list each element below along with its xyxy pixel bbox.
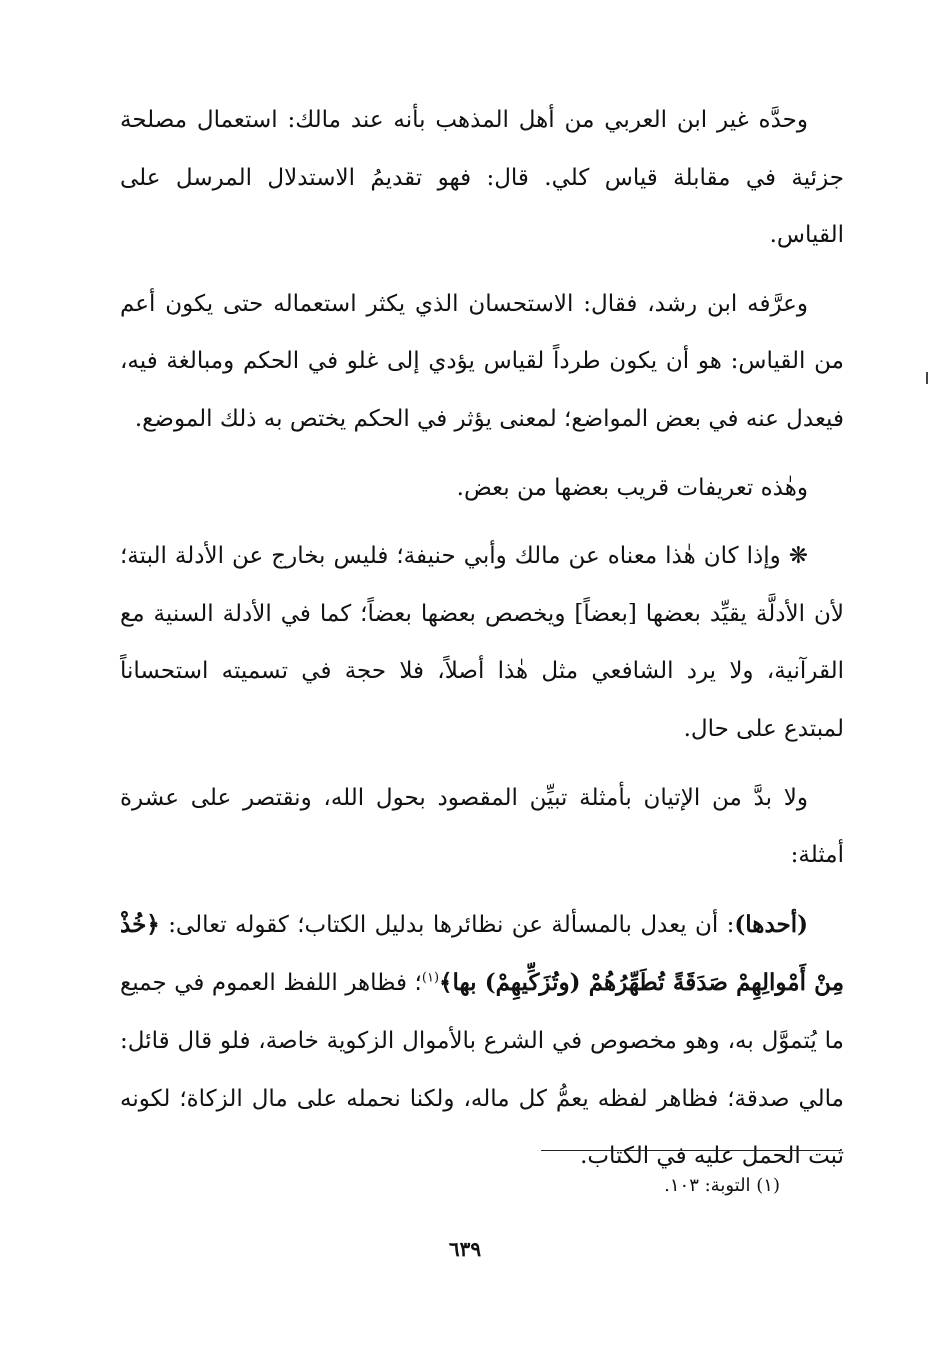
example-rest: ؛ فظاهر اللفظ العموم في جميع ما يُتموَّل به، وهو مخصوص في الشرع بالأموال الزكوية خاصة، فلو قال قائل: مالي صدقة؛ فظاهر لفظه يعمُّ كل ماله، ولكنا نحمله على مال الزكاة؛ لكونه ثبت الحمل عليه في الكتاب. bbox=[120, 970, 844, 1170]
paragraph: وحدَّه غير ابن العربي من أهل المذهب بأنه عند مالك: استعمال مصلحة جزئية في مقابلة قياس كلي. قال: فهو تقديمُ الاستدلال المرسل على القياس. bbox=[120, 107, 844, 249]
margin-mark bbox=[926, 372, 928, 384]
paragraph: ❋ وإذا كان هٰذا معناه عن مالك وأبي حنيفة؛ فليس بخارج عن الأدلة البتة؛ لأن الأدلَّة يقيِّد بعضها [بعضاً] ويخصص بعضها بعضاً؛ كما في الأدلة السنية مع القرآنية، ولا يرد الشافعي مثل هٰذا أصلاً، فلا حجة في تسميته استحساناً لمبتدع على حال. bbox=[120, 543, 844, 742]
paragraph: ولا بدَّ من الإتيان بأمثلة تبيِّن المقصود بحول الله، ونقتصر على عشرة أمثلة: bbox=[120, 784, 844, 869]
main-text bbox=[120, 92, 844, 1197]
example-paragraph bbox=[120, 896, 844, 1186]
footnote-divider bbox=[541, 1150, 841, 1151]
footnote-reference[interactable]: (١) bbox=[421, 970, 440, 986]
paragraph: وهٰذه تعريفات قريب بعضها من بعض. bbox=[456, 474, 808, 501]
paragraph: وعرَّفه ابن رشد، فقال: الاستحسان الذي يكثر استعماله حتى يكون أعم من القياس: هو أن يكون طرداً لقياس يؤدي إلى غلو في الحكم ومبالغة فيه، فيعدل عنه في بعض المواضع؛ لمعنى يؤثر في الحكم يختص به ذلك الموضع. bbox=[120, 290, 844, 432]
quran-verse: ﴿خُذْ مِنْ أَمْوالِهِمْ صَدَقَةً تُطَهِّرُهُمْ (وتُزَكِّيهِمْ) بها﴾ bbox=[120, 910, 845, 997]
example-marker: (أحدها) bbox=[734, 910, 809, 938]
footnote: (١) التوبة: ١٠٣. bbox=[664, 1175, 780, 1196]
page-number: ٦٣٩ bbox=[448, 1237, 482, 1261]
example-intro: : أن يعدل بالمسألة عن نظائرها بدليل الكتاب؛ كقوله تعالى: bbox=[168, 911, 735, 938]
